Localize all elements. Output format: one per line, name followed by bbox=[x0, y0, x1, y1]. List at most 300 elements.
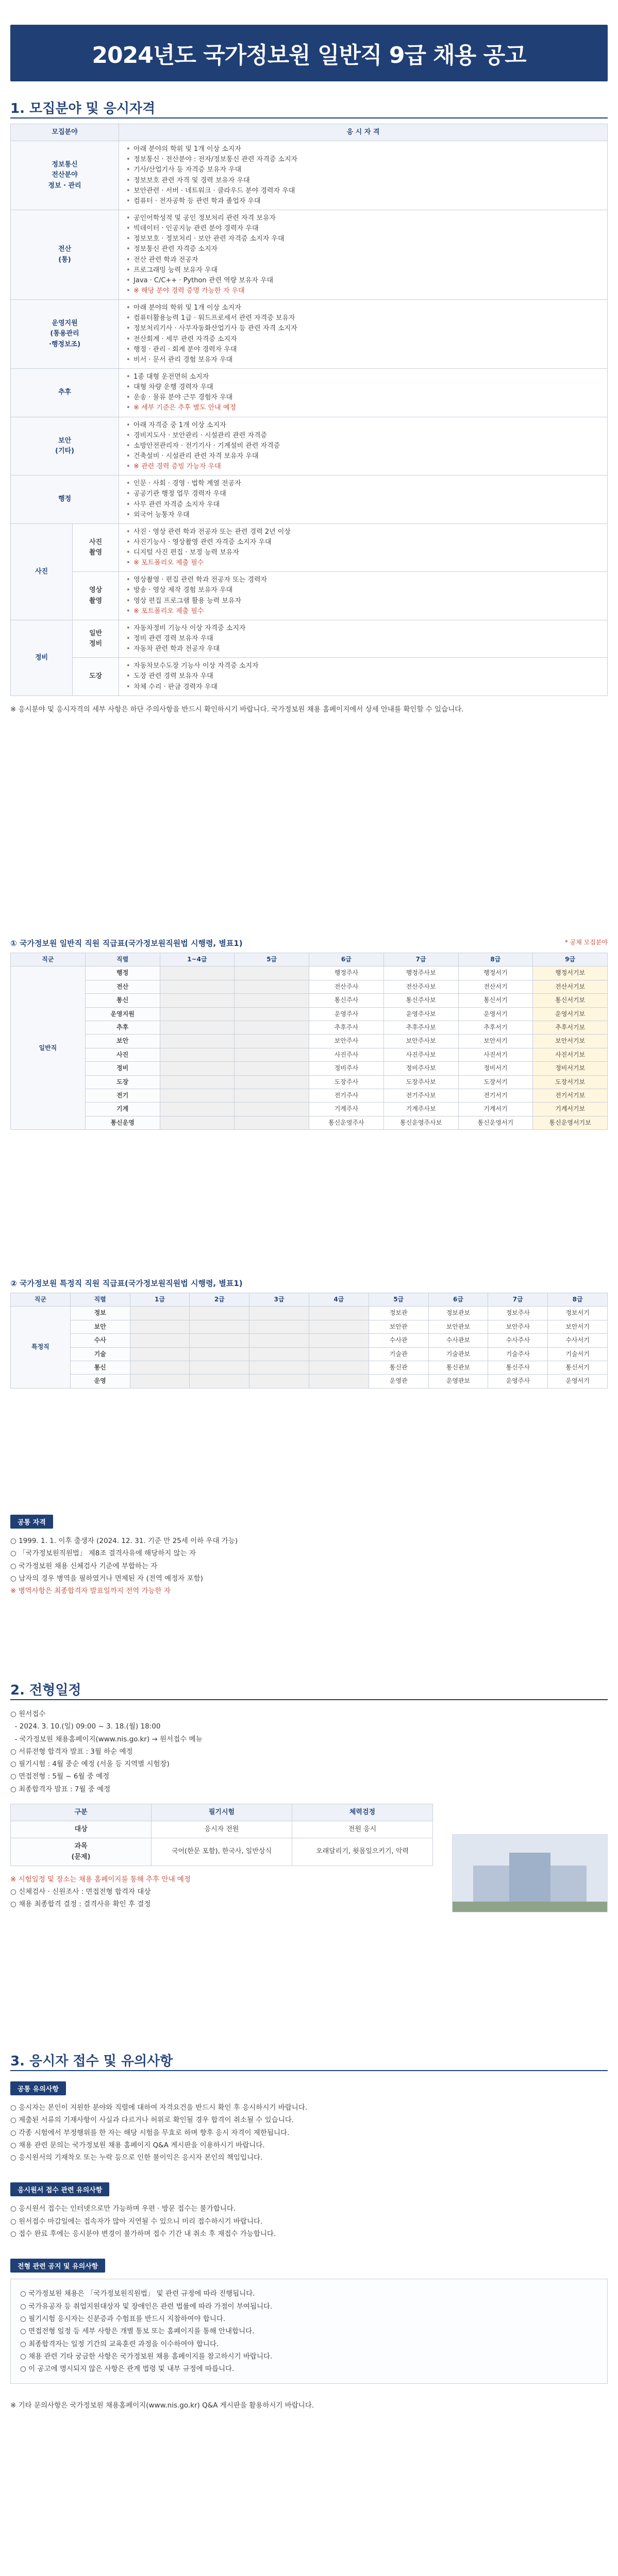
grade-cell bbox=[249, 1307, 309, 1320]
grade-cell: 기계서기보 bbox=[533, 1103, 608, 1116]
grade-cell: 사진서기 bbox=[458, 1048, 533, 1061]
grade-row bbox=[11, 1062, 608, 1075]
grade-row bbox=[11, 1075, 608, 1089]
grade-cell: 기계 bbox=[85, 1103, 160, 1116]
grade-row bbox=[11, 980, 608, 993]
exam-header: 구분 bbox=[11, 1804, 152, 1821]
schedule-item: ○ 최종합격자 발표 : 7월 중 예정 bbox=[10, 1785, 111, 1793]
eligibility-row bbox=[11, 620, 608, 657]
grade-cell: 전기주사 bbox=[309, 1089, 384, 1102]
grade-header: 9급 bbox=[533, 953, 608, 967]
grade-header: 8급 bbox=[458, 953, 533, 967]
grade-cell bbox=[235, 1116, 309, 1129]
grade-table-1-title: ① 국가정보원 일반직 직원 직급표(국가정보원직원법 시행령, 별표1) bbox=[10, 939, 243, 948]
requirement-item: • ※ 해당 분야 경력 증명 가능한 자 우대 bbox=[132, 286, 602, 296]
schedule-tail bbox=[10, 1873, 433, 1911]
grade-table-2-wrap bbox=[10, 1278, 608, 1473]
requirement-item: • 정보처리기사 · 사무자동화산업기사 등 관련 자격 소지자 bbox=[132, 324, 602, 334]
grade-cell bbox=[309, 1334, 369, 1347]
requirement-item: • 아래 분야의 학위 및 1개 이상 소지자 bbox=[132, 303, 602, 313]
grade-row bbox=[11, 1103, 608, 1116]
grade-cell bbox=[235, 994, 309, 1007]
schedule-item: ○ 필기시험 : 4월 중순 예정 (서울 등 지역별 시험장) bbox=[10, 1760, 170, 1769]
grade-cell: 도장주사보 bbox=[383, 1075, 458, 1089]
grade-cell bbox=[309, 1347, 369, 1361]
requirement-item: • 사진 · 영상 관련 학과 전공자 또는 관련 경력 2년 이상 bbox=[132, 527, 602, 537]
grade-row bbox=[11, 1035, 608, 1048]
grade-cell: 정비주사보 bbox=[383, 1062, 458, 1075]
grade-cell: 기술관 bbox=[369, 1347, 428, 1361]
eligibility-row bbox=[11, 417, 608, 476]
requirement-item: • 공인어학성적 및 공인 정보처리 관련 자격 보유자 bbox=[132, 213, 602, 224]
grade-cell: 운영주사 bbox=[309, 1007, 384, 1021]
requirement-item: • 영상촬영 · 편집 관련 학과 전공자 또는 경력자 bbox=[132, 575, 602, 585]
requirement-cell bbox=[119, 368, 608, 417]
grade-cell: 행정 bbox=[85, 967, 160, 980]
field-category: 운영지원 (통용관리 ·행정보조) bbox=[11, 300, 119, 369]
requirement-item: • 사진기능사 · 영상촬영 관련 자격증 소지자 우대 bbox=[132, 537, 602, 548]
grade-cell bbox=[160, 1021, 235, 1034]
requirement-item: • 영상 편집 프로그램 활용 능력 보유자 bbox=[132, 596, 602, 606]
requirement-item: • ※ 포트폴리오 제출 필수 bbox=[132, 558, 602, 568]
requirement-list bbox=[124, 623, 602, 654]
grade-cell: 추후주사 bbox=[309, 1021, 384, 1034]
field-category: 전산 (통) bbox=[11, 210, 119, 299]
section-1-footnote: ※ 응시분야 및 응시자격의 세부 사항은 하단 주의사항을 반드시 확인하시기 바랍니다. 국가정보원 채용 홈페이지에서 상세 안내를 확인할 수 있습니다. bbox=[10, 705, 464, 714]
grade-cell: 통신주사 bbox=[309, 994, 384, 1007]
requirement-cell bbox=[119, 620, 608, 657]
grade-cell: 사진주사보 bbox=[383, 1048, 458, 1061]
grade-header: 6급 bbox=[428, 1293, 488, 1307]
grade-cell bbox=[235, 1021, 309, 1034]
grade-cell bbox=[160, 967, 235, 980]
grade-cell: 통신운영주사 bbox=[309, 1116, 384, 1129]
requirement-item: • 운송 · 물류 분야 근무 경험자 우대 bbox=[132, 393, 602, 403]
requirement-item: • 소방안전관리자 · 전기기사 · 기계설비 관련 자격증 bbox=[132, 441, 602, 451]
common-qual-list bbox=[10, 1535, 608, 1597]
grade-cell bbox=[309, 1307, 369, 1320]
eligibility-row bbox=[11, 476, 608, 524]
grade-cell bbox=[235, 1035, 309, 1048]
grade-row bbox=[11, 1334, 608, 1347]
schedule-list bbox=[10, 1708, 433, 1795]
requirement-item: • 정보보호 · 정보처리 · 보안 관련 자격증 소지자 우대 bbox=[132, 234, 602, 244]
exam-cell: 대상 bbox=[11, 1821, 152, 1838]
exam-cell: 전원 응시 bbox=[292, 1821, 433, 1838]
eligibility-table bbox=[10, 124, 608, 696]
field-subcategory: 도장 bbox=[73, 658, 119, 696]
grade-cell bbox=[249, 1375, 309, 1388]
requirement-cell bbox=[119, 300, 608, 369]
grade-cell: 보안 bbox=[85, 1035, 160, 1048]
grade-cell: 전산주사 bbox=[309, 980, 384, 993]
common-qual-item: ○ 남자의 경우 병역을 필하였거나 면제된 자 (전역 예정자 포함) bbox=[10, 1574, 203, 1583]
requirement-item: • 인문 · 사회 · 경영 · 법학 계열 전공자 bbox=[132, 479, 602, 489]
grade-cell bbox=[235, 980, 309, 993]
requirement-item: • 정보통신 · 전산분야 : 전자/정보통신 관련 자격증 소지자 bbox=[132, 155, 602, 165]
requirement-cell bbox=[119, 523, 608, 572]
requirement-item: • 디지털 사진 편집 · 보정 능력 보유자 bbox=[132, 548, 602, 558]
notice-item: ○ 원서접수 마감일에는 접속자가 많아 지연될 수 있으니 미리 접수하시기 바랍니다. bbox=[10, 2217, 263, 2226]
common-qual-wrap bbox=[10, 1515, 608, 1597]
requirement-item: • Java · C/C++ · Python 관련 역량 보유자 우대 bbox=[132, 276, 602, 286]
grade-row bbox=[11, 1021, 608, 1034]
grade-cell: 추후서기보 bbox=[533, 1021, 608, 1034]
grade-header: 7급 bbox=[383, 953, 458, 967]
grade-cell: 운영관보 bbox=[428, 1375, 488, 1388]
eligibility-row bbox=[11, 300, 608, 369]
col-field-header: 모집분야 bbox=[11, 124, 119, 141]
grade-cell: 보안관보 bbox=[428, 1320, 488, 1333]
grade-row bbox=[11, 1307, 608, 1320]
grade-cell bbox=[190, 1375, 249, 1388]
field-subcategory: 일반 정비 bbox=[73, 620, 119, 657]
grade-header: 직렬 bbox=[70, 1293, 130, 1307]
grade-cell: 사진서기보 bbox=[533, 1048, 608, 1061]
requirement-item: • 차체 수리 · 판금 경력자 우대 bbox=[132, 682, 602, 692]
requirement-item: • 건축설비 · 시설관리 관련 자격 보유자 우대 bbox=[132, 451, 602, 462]
grade-cell: 전산서기보 bbox=[533, 980, 608, 993]
grade-header: 8급 bbox=[548, 1293, 608, 1307]
grade-header: 직렬 bbox=[85, 953, 160, 967]
field-category: 정비 bbox=[11, 620, 73, 696]
grade-cell: 수사주사 bbox=[488, 1334, 548, 1347]
requirement-item: • 비서 · 문서 관리 경험 보유자 우대 bbox=[132, 355, 602, 365]
grade-header: 3급 bbox=[249, 1293, 309, 1307]
grade-cell: 정비 bbox=[85, 1062, 160, 1075]
grade-cell: 기술 bbox=[70, 1347, 130, 1361]
requirement-item: • 경비지도사 · 보안관리 · 시설관리 관련 자격증 bbox=[132, 431, 602, 441]
grade-header: 5급 bbox=[369, 1293, 428, 1307]
schedule-item: ○ 원서접수 bbox=[10, 1710, 46, 1718]
grade-cell: 수사서기 bbox=[548, 1334, 608, 1347]
grade-cell bbox=[160, 1007, 235, 1021]
field-category: 추후 bbox=[11, 368, 119, 417]
requirement-cell bbox=[119, 141, 608, 210]
grade-header: 1급 bbox=[130, 1293, 190, 1307]
grade-cell bbox=[309, 1320, 369, 1333]
grade-cell: 정보서기 bbox=[548, 1307, 608, 1320]
schedule-tail-item: ○ 채용 최종합격 결정 : 결격사유 확인 후 결정 bbox=[10, 1900, 151, 1909]
notice-item: ○ 응시원서 접수는 인터넷으로만 가능하며 우편 · 방문 접수는 불가합니다. bbox=[10, 2205, 236, 2213]
notice-list-2 bbox=[10, 2202, 608, 2240]
grade-cell: 보안 bbox=[70, 1320, 130, 1333]
grade-cell: 행정주사보 bbox=[383, 967, 458, 980]
grade-row bbox=[11, 1361, 608, 1374]
requirement-item: • 아래 자격증 중 1개 이상 소지자 bbox=[132, 420, 602, 431]
schedule-item: ○ 면접전형 : 5월 ~ 6월 중 예정 bbox=[10, 1772, 110, 1781]
common-qual-item: ○ 1999. 1. 1. 이후 출생자 (2024. 12. 31. 기준 만 25세 이하 우대 가능) bbox=[10, 1537, 238, 1545]
requirement-item: • 컴퓨터활용능력 1급 · 워드프로세서 관련 자격증 보유자 bbox=[132, 313, 602, 324]
requirement-item: • 빅데이터 · 인공지능 관련 분야 경력자 우대 bbox=[132, 224, 602, 234]
grade-cell: 통신서기 bbox=[458, 994, 533, 1007]
grade-row bbox=[11, 1347, 608, 1361]
building-photo bbox=[452, 1834, 608, 1912]
grade-cell bbox=[190, 1320, 249, 1333]
grade-cell: 도장서기보 bbox=[533, 1075, 608, 1089]
grade-cell bbox=[235, 1062, 309, 1075]
section-divider bbox=[10, 2070, 608, 2071]
notice-item: ○ 최종합격자는 일정 기간의 교육훈련 과정을 이수하여야 합니다. bbox=[20, 2340, 219, 2348]
requirement-list bbox=[124, 144, 602, 207]
eligibility-row bbox=[11, 210, 608, 299]
grade-cell bbox=[130, 1307, 190, 1320]
exam-row bbox=[11, 1821, 433, 1838]
grade-cell: 정비주사 bbox=[309, 1062, 384, 1075]
grade-cell: 통신주사보 bbox=[383, 994, 458, 1007]
grade-cell bbox=[160, 1103, 235, 1116]
eligibility-row bbox=[11, 658, 608, 696]
grade-header: 2급 bbox=[190, 1293, 249, 1307]
grade-cell: 운영서기 bbox=[548, 1375, 608, 1388]
common-qual-item: ※ 병역사항은 최종합격자 발표일까지 전역 가능한 자 bbox=[10, 1587, 171, 1596]
exam-header: 체력검정 bbox=[292, 1804, 433, 1821]
requirement-item: • 전산 관련 학과 전공자 bbox=[132, 255, 602, 265]
grade-cell: 사진주사 bbox=[309, 1048, 384, 1061]
field-subcategory: 사진 촬영 bbox=[73, 523, 119, 572]
requirement-item: • 방송 · 영상 제작 경험 보유자 우대 bbox=[132, 585, 602, 596]
notice-item: ○ 응시자는 본인이 지원한 분야와 직렬에 대하여 자격요건을 반드시 확인 후 응시하시기 바랍니다. bbox=[10, 2104, 308, 2112]
section-3-title: 3. 응시자 접수 및 유의사항 bbox=[10, 2054, 173, 2069]
grade-cell bbox=[130, 1320, 190, 1333]
requirement-cell bbox=[119, 572, 608, 620]
grade-cell: 보안주사보 bbox=[383, 1035, 458, 1048]
grade-cell: 통신 bbox=[70, 1361, 130, 1374]
requirement-cell bbox=[119, 417, 608, 476]
grade-cell: 기계서기 bbox=[458, 1103, 533, 1116]
grade-cell: 도장주사 bbox=[309, 1075, 384, 1089]
grade-cell: 전산 bbox=[85, 980, 160, 993]
schedule-tail-item: ※ 시험일정 및 장소는 채용 홈페이지를 통해 추후 안내 예정 bbox=[10, 1875, 191, 1884]
requirement-cell bbox=[119, 476, 608, 524]
exam-cell: 응시자 전원 bbox=[152, 1821, 292, 1838]
section-divider bbox=[10, 1699, 608, 1700]
eligibility-table-wrap bbox=[10, 124, 608, 716]
notice-pill-2: 응시원서 접수 관련 유의사항 bbox=[10, 2182, 109, 2196]
grade-cell: 정비서기 bbox=[458, 1062, 533, 1075]
section-divider bbox=[10, 117, 608, 118]
grade-cell: 보안주사 bbox=[309, 1035, 384, 1048]
requirement-item: • 보안관련 · 서버 · 네트워크 · 클라우드 분야 경력자 우대 bbox=[132, 186, 602, 196]
grade-cell bbox=[160, 1035, 235, 1048]
grade-cell bbox=[235, 1075, 309, 1089]
grade-row bbox=[11, 1116, 608, 1129]
grade-cell: 추후 bbox=[85, 1021, 160, 1034]
grade-cell: 수사관 bbox=[369, 1334, 428, 1347]
exam-cell: 과목 (문제) bbox=[11, 1838, 152, 1866]
requirement-list bbox=[124, 213, 602, 296]
notice-item: ○ 접수 완료 후에는 응시분야 변경이 불가하며 접수 기간 내 취소 후 재접수 가능합니다. bbox=[10, 2230, 276, 2239]
eligibility-row bbox=[11, 523, 608, 572]
grade-cell: 기술주사 bbox=[488, 1347, 548, 1361]
field-category: 정보통신 전산분야 정보 · 관리 bbox=[11, 141, 119, 210]
page-header bbox=[10, 25, 608, 81]
grade-cell bbox=[130, 1361, 190, 1374]
requirement-item: • ※ 관련 경력 증빙 가능자 우대 bbox=[132, 462, 602, 472]
grade-cell: 운영관 bbox=[369, 1375, 428, 1388]
grade-cell: 전기주사보 bbox=[383, 1089, 458, 1102]
grade-cell bbox=[190, 1361, 249, 1374]
grade-cell: 정보 bbox=[70, 1307, 130, 1320]
grade-cell: 통신서기보 bbox=[533, 994, 608, 1007]
col-req-header: 응 시 자 격 bbox=[119, 124, 608, 141]
grade-cell bbox=[160, 980, 235, 993]
field-category: 보안 (기타) bbox=[11, 417, 119, 476]
requirement-item: • 프로그래밍 능력 보유자 우대 bbox=[132, 265, 602, 276]
grade-cell: 기술서기 bbox=[548, 1347, 608, 1361]
requirement-item: • 행정 · 관리 · 회계 분야 경력자 우대 bbox=[132, 345, 602, 355]
grade-cell bbox=[130, 1347, 190, 1361]
notice-item: ○ 채용 관련 문의는 국가정보원 채용 홈페이지 Q&A 게시판을 이용하시기 바랍니다. bbox=[10, 2141, 265, 2149]
field-category: 사진 bbox=[11, 523, 73, 620]
grade-header: 1~4급 bbox=[160, 953, 235, 967]
requirement-item: • 정비 관련 경력 보유자 우대 bbox=[132, 634, 602, 644]
eligibility-row bbox=[11, 368, 608, 417]
grade-cell: 보안서기 bbox=[548, 1320, 608, 1333]
grade-cell: 수사관보 bbox=[428, 1334, 488, 1347]
grade-cell bbox=[249, 1320, 309, 1333]
grade-cell: 행정서기 bbox=[458, 967, 533, 980]
exam-cell: 국어(한문 포함), 한국사, 일반상식 bbox=[152, 1838, 292, 1866]
requirement-list bbox=[124, 303, 602, 365]
grade-cell: 운영서기 bbox=[458, 1007, 533, 1021]
common-qual-item: ○ 「국가정보원직원법」 제8조 결격사유에 해당하지 않는 자 bbox=[10, 1549, 196, 1558]
grade-cell: 수사 bbox=[70, 1334, 130, 1347]
grade-cell: 운영주사 bbox=[488, 1375, 548, 1388]
grade-cell bbox=[160, 1116, 235, 1129]
notice-wrap bbox=[10, 2081, 608, 2412]
grade-cell: 도장서기 bbox=[458, 1075, 533, 1089]
section-1-title: 1. 모집분야 및 응시자격 bbox=[10, 101, 156, 116]
requirement-item: • 정보보호 관련 자격 및 경력 보유자 우대 bbox=[132, 176, 602, 186]
grade-cell bbox=[130, 1375, 190, 1388]
grade-cell: 보안서기 bbox=[458, 1035, 533, 1048]
common-qual-label: 공통 자격 bbox=[10, 1515, 53, 1529]
grade-row bbox=[11, 1375, 608, 1388]
notice-item: ○ 면접전형 일정 등 세부 사항은 개별 통보 또는 홈페이지를 통해 안내합니다. bbox=[20, 2327, 255, 2336]
grade-cell: 정보주사 bbox=[488, 1307, 548, 1320]
grade-cell bbox=[309, 1361, 369, 1374]
grade-cell bbox=[235, 1007, 309, 1021]
grade-cell: 통신관보 bbox=[428, 1361, 488, 1374]
section-2-title: 2. 전형일정 bbox=[10, 1683, 81, 1698]
notice-item: ○ 응시원서의 기재착오 또는 누락 등으로 인한 불이익은 응시자 본인의 책임입니다. bbox=[10, 2154, 263, 2162]
notice-pill-3: 전형 관련 공지 및 유의사항 bbox=[10, 2259, 105, 2273]
grade-cell bbox=[249, 1361, 309, 1374]
requirement-item: • 1종 대형 운전면허 소지자 bbox=[132, 372, 602, 382]
requirement-item: • 전산회계 · 세무 관련 자격증 소지자 bbox=[132, 334, 602, 345]
grade-header: 4급 bbox=[309, 1293, 369, 1307]
grade-cell bbox=[249, 1334, 309, 1347]
requirement-item: • 사무 관련 자격증 소지자 우대 bbox=[132, 500, 602, 510]
grade-header: 5급 bbox=[235, 953, 309, 967]
grade-cell: 기술관보 bbox=[428, 1347, 488, 1361]
requirement-item: • 정보통신 관련 자격증 소지자 bbox=[132, 244, 602, 255]
grade-row bbox=[11, 994, 608, 1007]
grade-cell: 전기서기 bbox=[458, 1089, 533, 1102]
grade-cell bbox=[235, 1103, 309, 1116]
grade-cell: 사진 bbox=[85, 1048, 160, 1061]
requirement-cell bbox=[119, 658, 608, 696]
common-qual-item: ○ 국가정보원 채용 신체검사 기준에 부합하는 자 bbox=[10, 1562, 158, 1570]
grade-cell: 통신 bbox=[85, 994, 160, 1007]
grade-cell: 보안관 bbox=[369, 1320, 428, 1333]
requirement-list bbox=[124, 420, 602, 472]
grade-cell: 전산주사보 bbox=[383, 980, 458, 993]
grade-header: 직군 bbox=[11, 1293, 71, 1307]
grade-cell: 행정주사 bbox=[309, 967, 384, 980]
requirement-list bbox=[124, 479, 602, 520]
grade-row bbox=[11, 1089, 608, 1102]
grade-cell bbox=[235, 967, 309, 980]
requirement-item: • 외국어 능통자 우대 bbox=[132, 510, 602, 520]
requirement-cell bbox=[119, 210, 608, 299]
exam-header: 필기시험 bbox=[152, 1804, 292, 1821]
notice-item: ○ 제출된 서류의 기재사항이 사실과 다르거나 허위로 확인될 경우 합격이 취소될 수 있습니다. bbox=[10, 2116, 294, 2125]
grade-cell: 통신관 bbox=[369, 1361, 428, 1374]
grade-cell: 보안주사 bbox=[488, 1320, 548, 1333]
grade-cell: 추후서기 bbox=[458, 1021, 533, 1034]
grade-row bbox=[11, 1320, 608, 1333]
notice-item: ○ 필기시험 응시자는 신분증과 수험표를 반드시 지참하여야 합니다. bbox=[20, 2314, 226, 2323]
grade-cell: 도장 bbox=[85, 1075, 160, 1089]
requirement-item: • 자동차정비 기능사 이상 자격증 소지자 bbox=[132, 623, 602, 634]
grade-group: 특정직 bbox=[11, 1307, 71, 1388]
notice-list-1 bbox=[10, 2102, 608, 2164]
requirement-item: • 자동차 관련 학과 전공자 우대 bbox=[132, 644, 602, 654]
grade-header: 6급 bbox=[309, 953, 384, 967]
grade-cell: 전기서기보 bbox=[533, 1089, 608, 1102]
grade-cell: 통신운영서기 bbox=[458, 1116, 533, 1129]
grade-cell bbox=[249, 1347, 309, 1361]
requirement-list bbox=[124, 661, 602, 692]
grade-cell bbox=[309, 1375, 369, 1388]
notice-list-3 bbox=[20, 2287, 598, 2375]
grade-cell bbox=[235, 1089, 309, 1102]
requirement-item: • 자동차보수도장 기능사 이상 자격증 소지자 bbox=[132, 661, 602, 671]
field-category: 행정 bbox=[11, 476, 119, 524]
grade-cell: 추후주사보 bbox=[383, 1021, 458, 1034]
grade-cell: 보안서기보 bbox=[533, 1035, 608, 1048]
eligibility-row bbox=[11, 141, 608, 210]
grade-cell bbox=[160, 1062, 235, 1075]
grade-cell: 통신운영서기보 bbox=[533, 1116, 608, 1129]
grade-cell: 운영지원 bbox=[85, 1007, 160, 1021]
grade-cell: 운영서기보 bbox=[533, 1007, 608, 1021]
grade-row bbox=[11, 1048, 608, 1061]
grade-group: 일반직 bbox=[11, 967, 86, 1130]
schedule-item: ○ 서류전형 합격자 발표 : 3월 하순 예정 bbox=[10, 1747, 133, 1756]
exam-row bbox=[11, 1838, 433, 1866]
eligibility-row bbox=[11, 572, 608, 620]
schedule-item: - 국가정보원 채용홈페이지(www.nis.go.kr) → 원서접수 메뉴 bbox=[10, 1735, 203, 1743]
notice-item: ○ 각종 시험에서 부정행위를 한 자는 해당 시험을 무효로 하며 향후 응시 자격이 제한됩니다. bbox=[10, 2128, 290, 2137]
requirement-list bbox=[124, 372, 602, 414]
grade-cell: 기계주사보 bbox=[383, 1103, 458, 1116]
grade-cell: 정보관 bbox=[369, 1307, 428, 1320]
notice-item: ○ 채용 관련 기타 궁금한 사항은 국가정보원 채용 홈페이지를 참고하시기 바랍니다. bbox=[20, 2352, 273, 2361]
requirement-item: • 도장 관련 경력 보유자 우대 bbox=[132, 671, 602, 682]
grade-table-2-title: ② 국가정보원 특정직 직원 직급표(국가정보원직원법 시행령, 별표1) bbox=[10, 1279, 243, 1288]
requirement-item: • ※ 세부 기준은 추후 별도 안내 예정 bbox=[132, 403, 602, 413]
notice-box bbox=[10, 2279, 608, 2384]
grade-cell: 운영주사보 bbox=[383, 1007, 458, 1021]
grade-cell: 통신운영 bbox=[85, 1116, 160, 1129]
grade-header: 직군 bbox=[11, 953, 86, 967]
schedule-tail-item: ○ 신체검사 · 신원조사 : 면접전형 합격자 대상 bbox=[10, 1887, 151, 1896]
grade-cell: 통신서기 bbox=[548, 1361, 608, 1374]
exam-table bbox=[10, 1804, 433, 1866]
